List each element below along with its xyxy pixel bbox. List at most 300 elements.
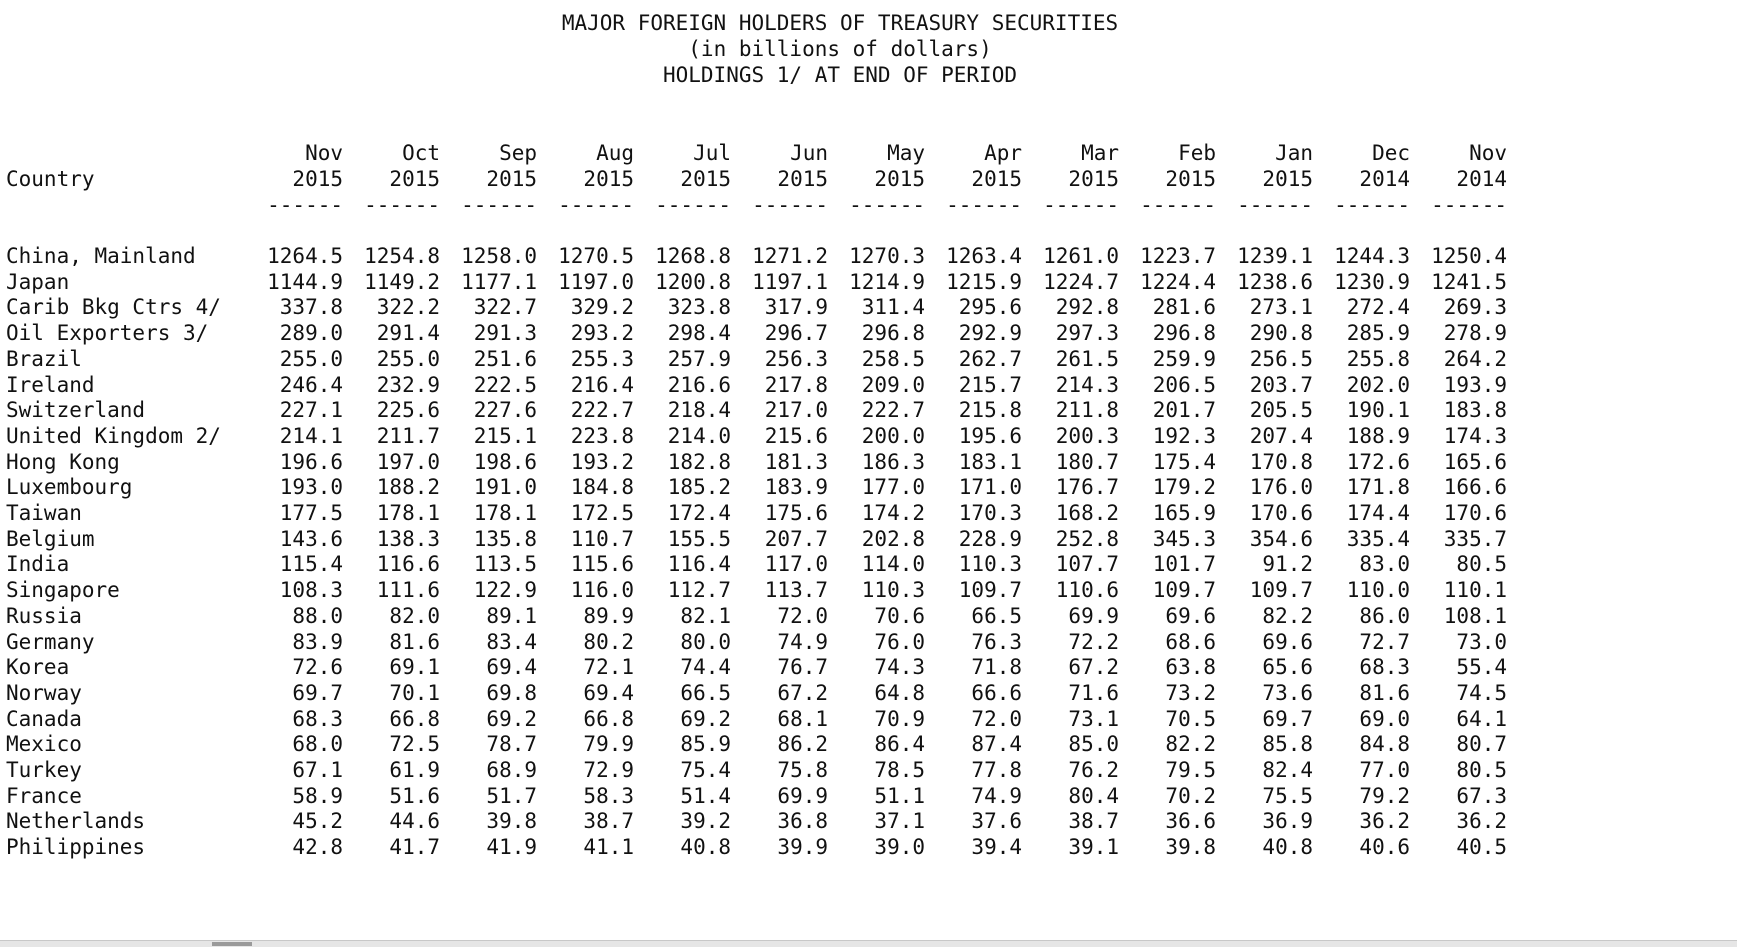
holding-value: 170.3 <box>958 501 1022 525</box>
holding-value: 79.5 <box>1165 758 1216 782</box>
holding-value: 68.3 <box>292 707 343 731</box>
holding-value: 183.8 <box>1443 398 1507 422</box>
holding-value: 73.1 <box>1068 707 1119 731</box>
holding-value: 172.4 <box>667 501 731 525</box>
holding-value: 200.0 <box>861 424 925 448</box>
holding-value: 171.0 <box>958 475 1022 499</box>
holding-value: 76.7 <box>777 655 828 679</box>
holding-value: 1149.2 <box>364 270 440 294</box>
holding-value: 291.4 <box>376 321 440 345</box>
holding-value: 70.1 <box>389 681 440 705</box>
country-name: Turkey <box>6 758 82 782</box>
holding-value: 1197.1 <box>752 270 828 294</box>
holding-value: 109.7 <box>1249 578 1313 602</box>
holding-value: 69.1 <box>389 655 440 679</box>
holding-value: 170.8 <box>1249 450 1313 474</box>
holding-value: 80.5 <box>1456 758 1507 782</box>
holding-value: 172.5 <box>570 501 634 525</box>
holding-value: 222.5 <box>473 373 537 397</box>
holding-value: 255.0 <box>376 347 440 371</box>
holding-value: 116.0 <box>570 578 634 602</box>
holding-value: 109.7 <box>1152 578 1216 602</box>
holding-value: 69.9 <box>1068 604 1119 628</box>
holding-value: 175.4 <box>1152 450 1216 474</box>
column-header-year: 2015 <box>292 167 343 191</box>
holding-value: 255.8 <box>1346 347 1410 371</box>
holding-value: 337.8 <box>279 295 343 319</box>
holding-value: 174.2 <box>861 501 925 525</box>
holding-value: 257.9 <box>667 347 731 371</box>
column-header-rule: ------ <box>946 193 1022 217</box>
country-name: Ireland <box>6 373 95 397</box>
holding-value: 285.9 <box>1346 321 1410 345</box>
country-name: France <box>6 784 82 808</box>
holding-value: 36.8 <box>777 809 828 833</box>
column-header-year: 2015 <box>874 167 925 191</box>
holding-value: 322.2 <box>376 295 440 319</box>
holding-value: 197.0 <box>376 450 440 474</box>
holding-value: 67.3 <box>1456 784 1507 808</box>
holding-value: 165.6 <box>1443 450 1507 474</box>
holding-value: 218.4 <box>667 398 731 422</box>
holding-value: 77.8 <box>971 758 1022 782</box>
holding-value: 1250.4 <box>1431 244 1507 268</box>
holding-value: 110.6 <box>1055 578 1119 602</box>
holding-value: 183.9 <box>764 475 828 499</box>
holding-value: 214.1 <box>279 424 343 448</box>
holding-value: 87.4 <box>971 732 1022 756</box>
column-header-month: May <box>887 141 925 165</box>
holding-value: 293.2 <box>570 321 634 345</box>
holding-value: 85.8 <box>1262 732 1313 756</box>
page-subtitle: (in billions of dollars) <box>688 37 992 61</box>
holding-value: 72.1 <box>583 655 634 679</box>
holding-value: 227.6 <box>473 398 537 422</box>
holding-value: 192.3 <box>1152 424 1216 448</box>
holding-value: 207.7 <box>764 527 828 551</box>
holding-value: 55.4 <box>1456 655 1507 679</box>
holding-value: 74.9 <box>971 784 1022 808</box>
holding-value: 269.3 <box>1443 295 1507 319</box>
holding-value: 298.4 <box>667 321 731 345</box>
holding-value: 354.6 <box>1249 527 1313 551</box>
holding-value: 83.0 <box>1359 552 1410 576</box>
column-header-month: Mar <box>1081 141 1119 165</box>
holding-value: 82.1 <box>680 604 731 628</box>
holding-value: 82.0 <box>389 604 440 628</box>
holding-value: 311.4 <box>861 295 925 319</box>
holding-value: 88.0 <box>292 604 343 628</box>
page-title: MAJOR FOREIGN HOLDERS OF TREASURY SECURITIES <box>561 11 1119 35</box>
holding-value: 78.7 <box>486 732 537 756</box>
holding-value: 170.6 <box>1443 501 1507 525</box>
holding-value: 86.0 <box>1359 604 1410 628</box>
holding-value: 255.0 <box>279 347 343 371</box>
holding-value: 188.9 <box>1346 424 1410 448</box>
holding-value: 281.6 <box>1152 295 1216 319</box>
country-name: Taiwan <box>6 501 82 525</box>
holding-value: 1223.7 <box>1140 244 1216 268</box>
holding-value: 110.0 <box>1346 578 1410 602</box>
holding-value: 81.6 <box>1359 681 1410 705</box>
holding-value: 217.8 <box>764 373 828 397</box>
holding-value: 335.4 <box>1346 527 1410 551</box>
holding-value: 65.6 <box>1262 655 1313 679</box>
holding-value: 191.0 <box>473 475 537 499</box>
holding-value: 68.6 <box>1165 630 1216 654</box>
scrollbar-thumb[interactable] <box>212 942 252 946</box>
holding-value: 36.6 <box>1165 809 1216 833</box>
column-header-year: 2015 <box>1068 167 1119 191</box>
holding-value: 180.7 <box>1055 450 1119 474</box>
column-header-rule: ------ <box>1043 193 1119 217</box>
holding-value: 115.6 <box>570 552 634 576</box>
country-name: China, Mainland <box>6 244 196 268</box>
country-name: Netherlands <box>6 809 146 833</box>
holding-value: 292.9 <box>958 321 1022 345</box>
holding-value: 80.4 <box>1068 784 1119 808</box>
holding-value: 206.5 <box>1152 373 1216 397</box>
holding-value: 67.2 <box>1068 655 1119 679</box>
holding-value: 138.3 <box>376 527 440 551</box>
country-name: Philippines <box>6 835 146 859</box>
holding-value: 38.7 <box>1068 809 1119 833</box>
holding-value: 1200.8 <box>655 270 731 294</box>
column-header-year: 2015 <box>971 167 1022 191</box>
country-name: United Kingdom 2/ <box>6 424 221 448</box>
holding-value: 72.0 <box>971 707 1022 731</box>
holding-value: 66.8 <box>583 707 634 731</box>
country-name: Belgium <box>6 527 95 551</box>
holding-value: 296.8 <box>861 321 925 345</box>
holding-value: 329.2 <box>570 295 634 319</box>
column-header-month: Jul <box>693 141 731 165</box>
holding-value: 70.6 <box>874 604 925 628</box>
holding-value: 297.3 <box>1055 321 1119 345</box>
country-name: Russia <box>6 604 82 628</box>
holding-value: 116.4 <box>667 552 731 576</box>
holding-value: 70.9 <box>874 707 925 731</box>
holding-value: 1215.9 <box>946 270 1022 294</box>
holding-value: 69.2 <box>486 707 537 731</box>
holding-value: 185.2 <box>667 475 731 499</box>
holding-value: 72.5 <box>389 732 440 756</box>
holding-value: 1270.3 <box>849 244 925 268</box>
holding-value: 292.8 <box>1055 295 1119 319</box>
holding-value: 75.5 <box>1262 784 1313 808</box>
holding-value: 232.9 <box>376 373 440 397</box>
holding-value: 51.4 <box>680 784 731 808</box>
holding-value: 182.8 <box>667 450 731 474</box>
holding-value: 66.6 <box>971 681 1022 705</box>
holding-value: 222.7 <box>861 398 925 422</box>
holding-value: 36.9 <box>1262 809 1313 833</box>
holding-value: 37.1 <box>874 809 925 833</box>
holding-value: 84.8 <box>1359 732 1410 756</box>
holding-value: 178.1 <box>473 501 537 525</box>
holding-value: 82.4 <box>1262 758 1313 782</box>
holding-value: 61.9 <box>389 758 440 782</box>
holding-value: 69.7 <box>1262 707 1313 731</box>
holding-value: 289.0 <box>279 321 343 345</box>
column-header-year: 2015 <box>1165 167 1216 191</box>
holding-value: 209.0 <box>861 373 925 397</box>
holding-value: 207.4 <box>1249 424 1313 448</box>
holding-value: 193.2 <box>570 450 634 474</box>
holding-value: 91.2 <box>1262 552 1313 576</box>
holding-value: 323.8 <box>667 295 731 319</box>
holding-value: 82.2 <box>1165 732 1216 756</box>
horizontal-scrollbar[interactable] <box>0 940 1737 947</box>
holding-value: 122.9 <box>473 578 537 602</box>
column-header-rule: ------ <box>364 193 440 217</box>
holding-value: 89.1 <box>486 604 537 628</box>
holding-value: 258.5 <box>861 347 925 371</box>
holding-value: 80.7 <box>1456 732 1507 756</box>
holding-value: 335.7 <box>1443 527 1507 551</box>
holding-value: 114.0 <box>861 552 925 576</box>
holding-value: 215.6 <box>764 424 828 448</box>
holding-value: 278.9 <box>1443 321 1507 345</box>
holding-value: 109.7 <box>958 578 1022 602</box>
holding-value: 215.8 <box>958 398 1022 422</box>
holding-value: 79.2 <box>1359 784 1410 808</box>
holding-value: 222.7 <box>570 398 634 422</box>
holding-value: 75.8 <box>777 758 828 782</box>
country-name: Brazil <box>6 347 82 371</box>
holding-value: 217.0 <box>764 398 828 422</box>
holding-value: 70.2 <box>1165 784 1216 808</box>
holding-value: 74.9 <box>777 630 828 654</box>
holding-value: 51.7 <box>486 784 537 808</box>
country-name: Hong Kong <box>6 450 120 474</box>
country-name: Luxembourg <box>6 475 133 499</box>
holding-value: 42.8 <box>292 835 343 859</box>
holding-value: 110.7 <box>570 527 634 551</box>
holding-value: 264.2 <box>1443 347 1507 371</box>
country-name: Mexico <box>6 732 82 756</box>
holding-value: 1254.8 <box>364 244 440 268</box>
holding-value: 69.7 <box>292 681 343 705</box>
holding-value: 1177.1 <box>461 270 537 294</box>
country-name: Korea <box>6 655 70 679</box>
holding-value: 179.2 <box>1152 475 1216 499</box>
holding-value: 69.4 <box>583 681 634 705</box>
column-header-month: Dec <box>1372 141 1410 165</box>
holding-value: 39.1 <box>1068 835 1119 859</box>
holding-value: 67.2 <box>777 681 828 705</box>
column-header-rule: ------ <box>655 193 731 217</box>
country-column-header: Country <box>6 167 95 191</box>
holding-value: 216.6 <box>667 373 731 397</box>
holding-value: 1268.8 <box>655 244 731 268</box>
column-header-rule: ------ <box>558 193 634 217</box>
column-header-rule: ------ <box>267 193 343 217</box>
country-name: Japan <box>6 270 70 294</box>
holding-value: 171.8 <box>1346 475 1410 499</box>
holding-value: 38.7 <box>583 809 634 833</box>
holding-value: 259.9 <box>1152 347 1216 371</box>
holding-value: 69.8 <box>486 681 537 705</box>
holding-value: 71.8 <box>971 655 1022 679</box>
holding-value: 176.7 <box>1055 475 1119 499</box>
holding-value: 78.5 <box>874 758 925 782</box>
holding-value: 225.6 <box>376 398 440 422</box>
holding-value: 177.5 <box>279 501 343 525</box>
holding-value: 66.5 <box>971 604 1022 628</box>
country-name: Carib Bkg Ctrs 4/ <box>6 295 221 319</box>
holding-value: 202.0 <box>1346 373 1410 397</box>
holding-value: 113.5 <box>473 552 537 576</box>
holding-value: 40.8 <box>680 835 731 859</box>
column-header-month: Jun <box>790 141 828 165</box>
holding-value: 184.8 <box>570 475 634 499</box>
column-header-year: 2015 <box>1262 167 1313 191</box>
holding-value: 193.9 <box>1443 373 1507 397</box>
holding-value: 45.2 <box>292 809 343 833</box>
holding-value: 215.1 <box>473 424 537 448</box>
column-header-month: Apr <box>984 141 1022 165</box>
holding-value: 63.8 <box>1165 655 1216 679</box>
holding-value: 41.7 <box>389 835 440 859</box>
holding-value: 290.8 <box>1249 321 1313 345</box>
holding-value: 41.9 <box>486 835 537 859</box>
column-header-year: 2014 <box>1359 167 1410 191</box>
column-header-month: Oct <box>402 141 440 165</box>
column-header-rule: ------ <box>1431 193 1507 217</box>
holding-value: 74.5 <box>1456 681 1507 705</box>
country-name: Oil Exporters 3/ <box>6 321 209 345</box>
holding-value: 317.9 <box>764 295 828 319</box>
holding-value: 1239.1 <box>1237 244 1313 268</box>
holding-value: 86.2 <box>777 732 828 756</box>
holding-value: 80.0 <box>680 630 731 654</box>
column-header-year: 2015 <box>486 167 537 191</box>
holding-value: 39.2 <box>680 809 731 833</box>
holding-value: 85.9 <box>680 732 731 756</box>
column-header-rule: ------ <box>849 193 925 217</box>
holding-value: 70.5 <box>1165 707 1216 731</box>
holding-value: 1197.0 <box>558 270 634 294</box>
holding-value: 69.2 <box>680 707 731 731</box>
holding-value: 39.8 <box>486 809 537 833</box>
holding-value: 69.6 <box>1165 604 1216 628</box>
holding-value: 113.7 <box>764 578 828 602</box>
holding-value: 44.6 <box>389 809 440 833</box>
holding-value: 135.8 <box>473 527 537 551</box>
holding-value: 214.3 <box>1055 373 1119 397</box>
holding-value: 1224.4 <box>1140 270 1216 294</box>
holding-value: 58.9 <box>292 784 343 808</box>
holding-value: 195.6 <box>958 424 1022 448</box>
country-name: Singapore <box>6 578 120 602</box>
holding-value: 322.7 <box>473 295 537 319</box>
holding-value: 101.7 <box>1152 552 1216 576</box>
holding-value: 188.2 <box>376 475 440 499</box>
holding-value: 261.5 <box>1055 347 1119 371</box>
holding-value: 69.9 <box>777 784 828 808</box>
holding-value: 223.8 <box>570 424 634 448</box>
holding-value: 1261.0 <box>1043 244 1119 268</box>
holding-value: 58.3 <box>583 784 634 808</box>
holding-value: 186.3 <box>861 450 925 474</box>
holding-value: 175.6 <box>764 501 828 525</box>
holding-value: 72.9 <box>583 758 634 782</box>
holding-value: 40.8 <box>1262 835 1313 859</box>
holding-value: 89.9 <box>583 604 634 628</box>
holding-value: 72.2 <box>1068 630 1119 654</box>
holding-value: 252.8 <box>1055 527 1119 551</box>
holding-value: 174.4 <box>1346 501 1410 525</box>
holding-value: 73.2 <box>1165 681 1216 705</box>
holding-value: 69.0 <box>1359 707 1410 731</box>
column-header-month: Nov <box>1469 141 1507 165</box>
holding-value: 255.3 <box>570 347 634 371</box>
country-name: Switzerland <box>6 398 146 422</box>
holding-value: 71.6 <box>1068 681 1119 705</box>
column-header-rule: ------ <box>1237 193 1313 217</box>
column-header-rule: ------ <box>461 193 537 217</box>
holding-value: 83.4 <box>486 630 537 654</box>
holding-value: 77.0 <box>1359 758 1410 782</box>
holding-value: 73.6 <box>1262 681 1313 705</box>
holding-value: 228.9 <box>958 527 1022 551</box>
holding-value: 117.0 <box>764 552 828 576</box>
holding-value: 1264.5 <box>267 244 343 268</box>
holding-value: 83.9 <box>292 630 343 654</box>
holding-value: 296.8 <box>1152 321 1216 345</box>
column-header-month: Jan <box>1275 141 1313 165</box>
holding-value: 1238.6 <box>1237 270 1313 294</box>
holding-value: 166.6 <box>1443 475 1507 499</box>
holding-value: 39.8 <box>1165 835 1216 859</box>
holding-value: 68.9 <box>486 758 537 782</box>
holding-value: 143.6 <box>279 527 343 551</box>
holding-value: 39.9 <box>777 835 828 859</box>
holding-value: 108.1 <box>1443 604 1507 628</box>
holding-value: 67.1 <box>292 758 343 782</box>
holding-value: 40.5 <box>1456 835 1507 859</box>
holding-value: 205.5 <box>1249 398 1313 422</box>
holding-value: 66.5 <box>680 681 731 705</box>
holding-value: 80.5 <box>1456 552 1507 576</box>
holding-value: 170.6 <box>1249 501 1313 525</box>
column-header-year: 2015 <box>389 167 440 191</box>
holding-value: 345.3 <box>1152 527 1216 551</box>
holding-value: 40.6 <box>1359 835 1410 859</box>
column-header-month: Nov <box>305 141 343 165</box>
holding-value: 1258.0 <box>461 244 537 268</box>
column-header-rule: ------ <box>1334 193 1410 217</box>
holding-value: 76.0 <box>874 630 925 654</box>
holding-value: 211.7 <box>376 424 440 448</box>
holding-value: 115.4 <box>279 552 343 576</box>
holding-value: 200.3 <box>1055 424 1119 448</box>
country-name: Canada <box>6 707 82 731</box>
holding-value: 272.4 <box>1346 295 1410 319</box>
column-header-year: 2014 <box>1456 167 1507 191</box>
holding-value: 190.1 <box>1346 398 1410 422</box>
country-name: Germany <box>6 630 95 654</box>
country-name: Norway <box>6 681 82 705</box>
holding-value: 214.0 <box>667 424 731 448</box>
holding-value: 69.6 <box>1262 630 1313 654</box>
holding-value: 183.1 <box>958 450 1022 474</box>
holding-value: 251.6 <box>473 347 537 371</box>
column-header-month: Feb <box>1178 141 1216 165</box>
holding-value: 110.1 <box>1443 578 1507 602</box>
holding-value: 72.6 <box>292 655 343 679</box>
